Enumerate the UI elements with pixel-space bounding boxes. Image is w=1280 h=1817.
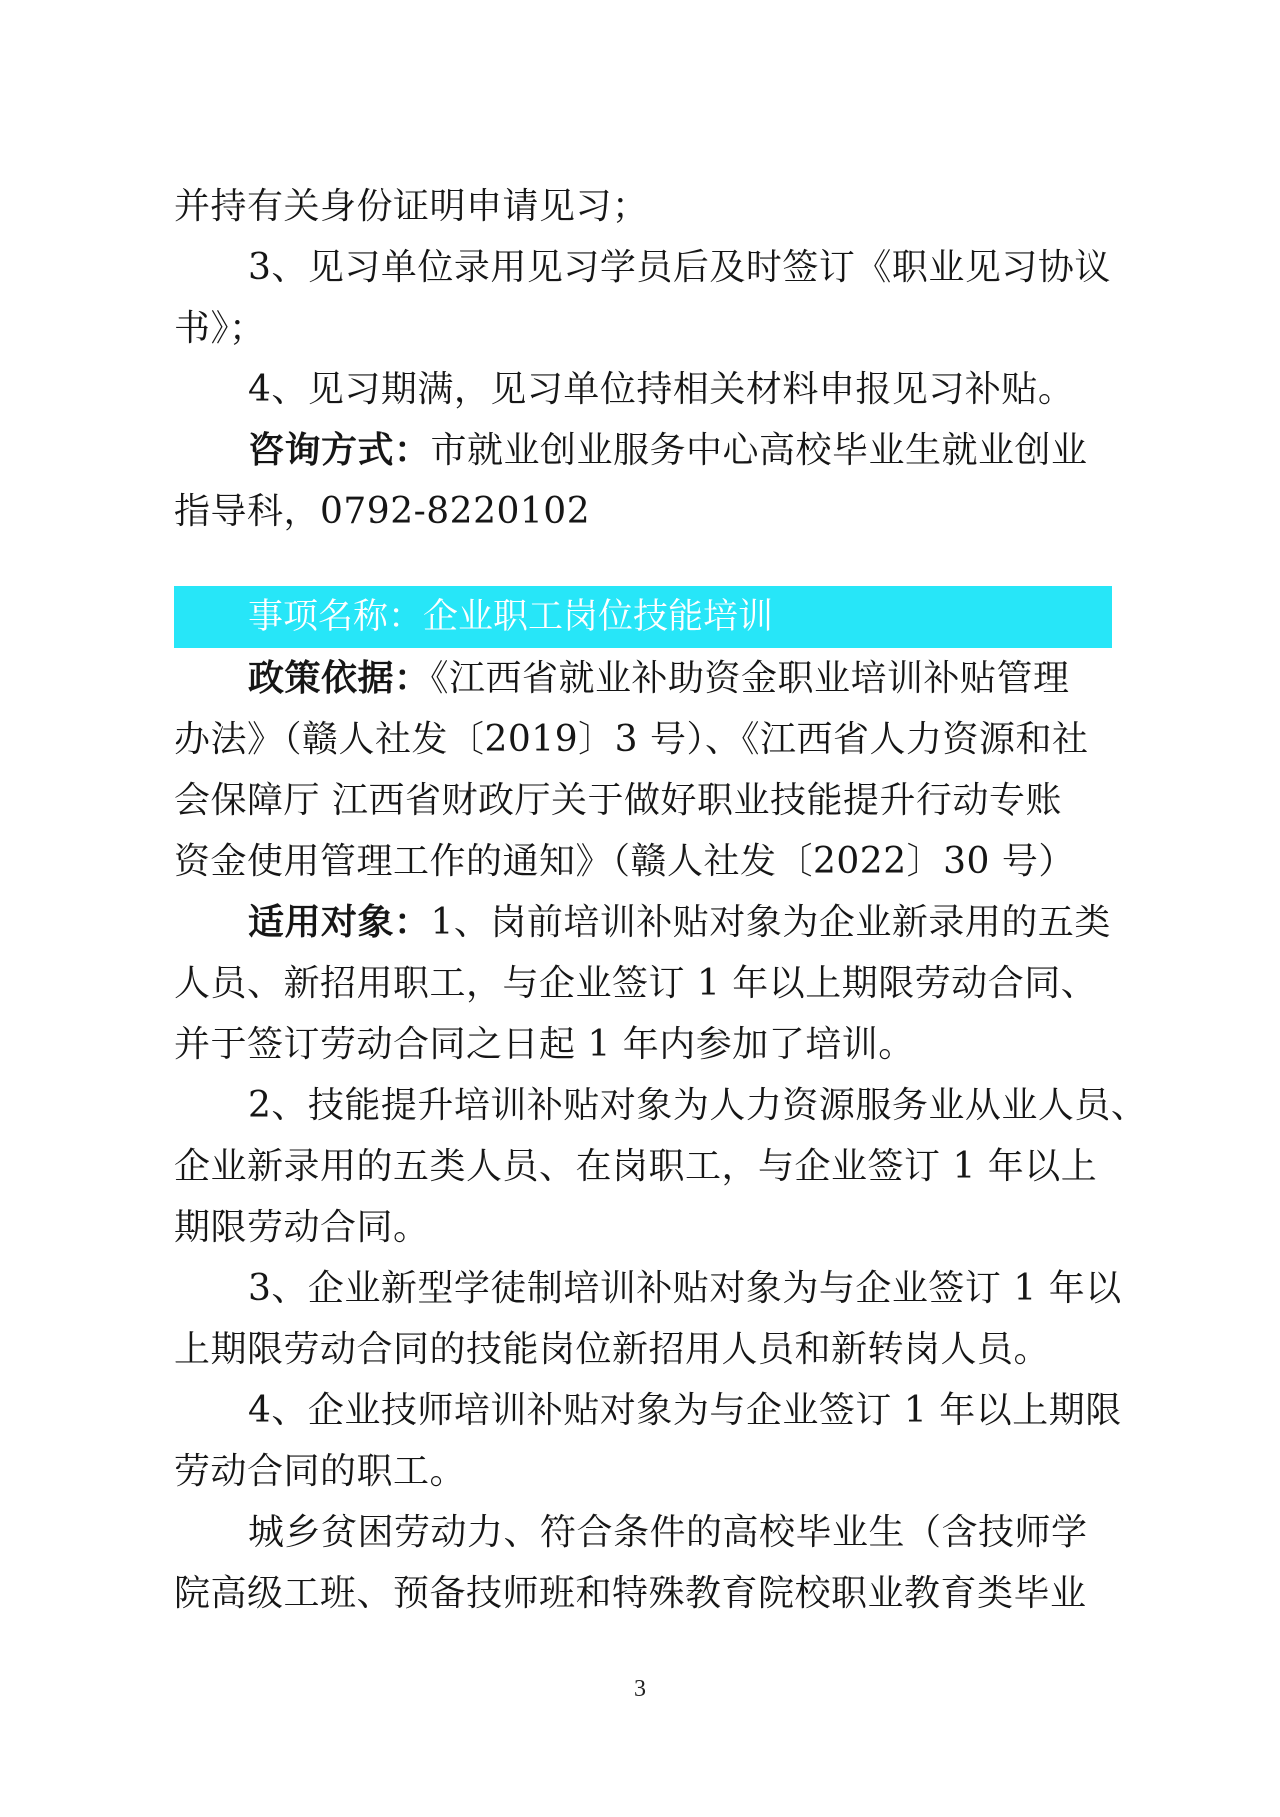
page-number: 3 — [634, 1676, 646, 1702]
policy-line — [174, 648, 1112, 709]
target-p5-line1: 城乡贫困劳动力、符合条件的高校毕业生（含技师学 — [248, 1512, 1088, 1553]
target-p4-line1: 4、企业技师培训补贴对象为与企业签订 1 年以上期限 — [248, 1390, 1122, 1431]
target-p1-line2: 人员、新招用职工，与企业签订 1 年以上期限劳动合同、 — [174, 963, 1098, 1004]
target-text: 1、岗前培训补贴对象为企业新录用的五类 — [430, 902, 1111, 943]
consult-line — [174, 420, 1112, 481]
list-item-3-continued: 书》； — [174, 308, 266, 349]
target-line — [174, 892, 1112, 953]
target-p1-line3: 并于签订劳动合同之日起 1 年内参加了培训。 — [174, 1024, 915, 1065]
target-p5-line2: 院高级工班、预备技师班和特殊教育院校职业教育类毕业 — [174, 1573, 1087, 1614]
policy-label: 政策依据： — [248, 657, 431, 699]
consult-line-continued: 指导科，0792-8220102 — [174, 491, 591, 532]
target-label: 适用对象： — [248, 901, 431, 943]
target-p2-line1: 2、技能提升培训补贴对象为人力资源服务业从业人员、 — [248, 1085, 1148, 1126]
target-p3-line2: 上期限劳动合同的技能岗位新招用人员和新转岗人员。 — [174, 1329, 1051, 1370]
consult-label: 咨询方式： — [248, 429, 431, 471]
consult-text: 市就业创业服务中心高校毕业生就业创业 — [430, 430, 1088, 471]
target-p4-line2: 劳动合同的职工。 — [174, 1451, 467, 1492]
target-p2-line3: 期限劳动合同。 — [174, 1207, 430, 1248]
page-content — [174, 176, 1148, 1624]
list-item-4: 4、见习期满，见习单位持相关材料申报见习补贴。 — [248, 369, 1075, 410]
policy-line-3: 会保障厅 江西省财政厅关于做好职业技能提升行动专账 — [174, 780, 1062, 821]
section-banner: 事项名称：企业职工岗位技能培训 — [174, 586, 1112, 648]
target-p3-line1: 3、企业新型学徒制培训补贴对象为与企业签订 1 年以 — [248, 1268, 1122, 1309]
policy-text: 《江西省就业补助资金职业培训补贴管理 — [430, 658, 1070, 699]
policy-line-4: 资金使用管理工作的通知》（赣人社发〔2022〕30 号） — [174, 841, 1075, 882]
policy-line-2: 办法》（赣人社发〔2019〕3 号）、《江西省人力资源和社 — [174, 719, 1089, 760]
spacer — [174, 542, 1112, 586]
list-item-3: 3、见习单位录用见习学员后及时签订《职业见习协议 — [248, 247, 1111, 288]
text-line: 并持有关身份证明申请见习； — [174, 186, 649, 227]
target-p2-line2: 企业新录用的五类人员、在岗职工，与企业签订 1 年以上 — [174, 1146, 1098, 1187]
